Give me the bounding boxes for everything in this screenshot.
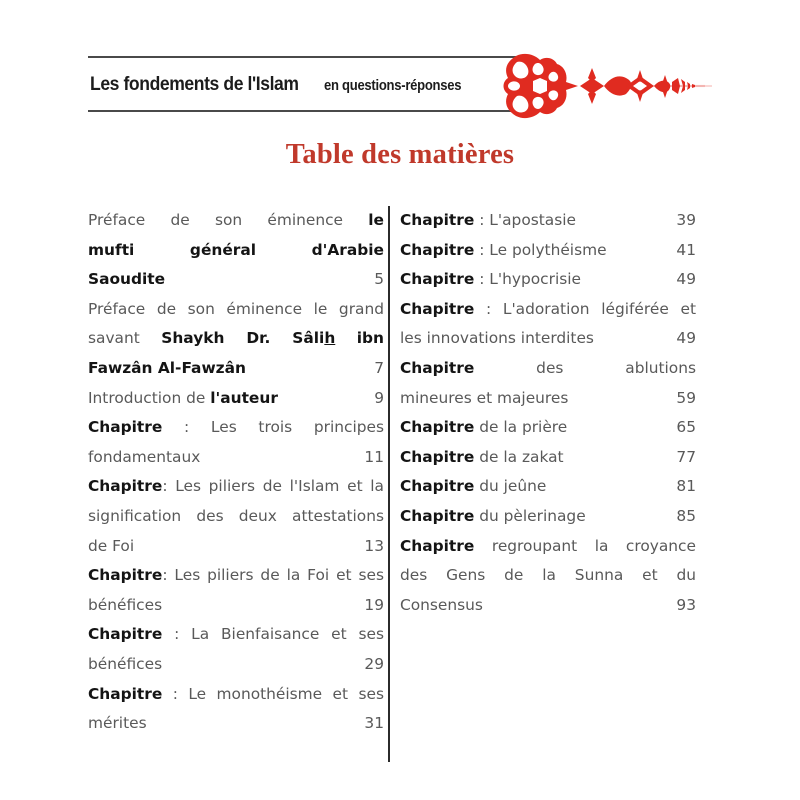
toc-entry-text: des ablutions [536, 358, 696, 377]
column-divider [388, 206, 390, 762]
toc-page-number: 77 [676, 447, 696, 466]
toc-entry-text: : L'hypocrisie [479, 270, 581, 289]
toc-column-left [88, 206, 384, 739]
toc-page-number: 9 [374, 388, 384, 407]
toc-entry-bold: Chapitre [400, 240, 475, 259]
toc-entry-text: regroupant la croyance [491, 536, 696, 555]
toc-entry-introduction[interactable] [88, 384, 384, 414]
toc-entry-polytheisme[interactable] [400, 236, 696, 266]
toc-entry-piliers-foi[interactable] [88, 561, 384, 620]
toc-entry-text: : La Bienfaisance et ses [174, 625, 384, 644]
toc-entry-monotheisme[interactable] [88, 680, 384, 739]
toc-entry-bold: le [368, 211, 384, 229]
header-title-sub: en questions-réponses [323, 78, 461, 94]
toc-entry-bold: ibn [356, 329, 384, 348]
toc-entry-bienfaisance[interactable] [88, 620, 384, 679]
toc-page-number: 49 [676, 329, 696, 348]
toc-page-number: 29 [364, 654, 384, 673]
toc-entry-text: : L'adoration légiférée et [486, 299, 696, 318]
toc-entry-text: du pèlerinage [479, 506, 586, 525]
toc-entry-text: de la zakat [479, 447, 564, 466]
toc-entry-bold: Chapitre [400, 299, 475, 318]
toc-entry-text: des Gens de la Sunna et du [400, 566, 696, 585]
toc-entry-preface-mufti[interactable] [88, 206, 384, 295]
toc-page-number: 81 [676, 477, 696, 496]
toc-entry-text: Préface de son éminence [88, 211, 344, 229]
toc-entry-piliers-islam[interactable] [88, 472, 384, 561]
toc-page-number: 5 [374, 270, 384, 289]
toc-entry-text: : Les piliers de l'Islam et la [162, 477, 384, 496]
toc-entry-text: mineures et majeures [400, 388, 569, 407]
page-title: Table des matières [285, 139, 515, 170]
toc-entry-priere[interactable] [400, 413, 696, 443]
running-header [88, 56, 712, 114]
toc-entry-text: Introduction de [88, 388, 206, 407]
toc-entry-underlined-letter: h [324, 329, 336, 348]
toc-page-number: 7 [374, 358, 384, 377]
header-title-main: Les fondements de l'Islam [90, 73, 299, 95]
toc-entry-bold: Chapitre [400, 477, 475, 496]
toc-entry-text: du jeûne [479, 477, 547, 496]
toc-entry-text: mérites [88, 714, 147, 733]
toc-column-right [400, 206, 696, 620]
toc-entry-zakat[interactable] [400, 443, 696, 473]
toc-entry-bold: Chapitre [88, 566, 163, 585]
toc-page-number: 19 [364, 595, 384, 614]
toc-page-number: 13 [364, 536, 384, 555]
toc-entry-bold: Chapitre [400, 211, 475, 229]
toc-page-number: 31 [364, 714, 384, 733]
toc-entry-bold: Chapitre [400, 270, 475, 289]
toc-entry-bold: Chapitre [400, 418, 475, 437]
toc-entry-text: fondamentaux [88, 447, 201, 466]
toc-entry-text: : L'apostasie [479, 211, 576, 229]
toc-entry-bold: Chapitre [88, 625, 163, 644]
toc-entry-text: les innovations interdites [400, 329, 594, 348]
toc-page-number: 49 [676, 270, 696, 289]
header-rule-bottom [88, 110, 516, 112]
toc-entry-bold: Saoudite [88, 270, 166, 289]
header-rule-top [88, 56, 516, 58]
toc-entry-preface-fawzan[interactable] [88, 295, 384, 384]
toc-entry-bold: Chapitre [400, 536, 475, 555]
toc-entry-text: Consensus [400, 595, 483, 614]
toc-entry-text: Préface de son éminence le grand [88, 299, 384, 318]
toc-entry-bold: Chapitre [88, 684, 163, 703]
toc-entry-jeune[interactable] [400, 472, 696, 502]
toc-page-number: 41 [676, 240, 696, 259]
toc-page-number: 93 [676, 595, 696, 614]
toc-entry-text: : Le monothéisme et ses [172, 684, 384, 703]
toc-entry-bold: l'auteur [210, 388, 278, 407]
toc-entry-text: bénéfices [88, 595, 163, 614]
toc-entry-text: : Le polythéisme [479, 240, 607, 259]
toc-entry-adoration[interactable] [400, 295, 696, 354]
toc-columns [0, 206, 800, 766]
toc-entry-text: bénéfices [88, 654, 163, 673]
toc-page-number: 59 [676, 388, 696, 407]
toc-entry-text: signification des deux attestations [88, 506, 384, 525]
toc-entry-bold [161, 329, 335, 347]
toc-entry-bold-text: Shaykh Dr. Sâli [161, 329, 325, 348]
toc-entry-bold: Chapitre [400, 447, 475, 466]
toc-entry-hypocrisie[interactable] [400, 265, 696, 295]
toc-page-number: 39 [676, 211, 696, 229]
toc-page-number: 65 [676, 418, 696, 437]
header-text [90, 73, 476, 96]
toc-entry-text: savant [88, 329, 140, 348]
toc-entry-text: de la prière [479, 418, 568, 437]
toc-page-number: 85 [676, 506, 696, 525]
toc-entry-bold: mufti général d'Arabie [88, 240, 384, 259]
toc-entry-ablutions[interactable] [400, 354, 696, 413]
toc-entry-croyance[interactable] [400, 532, 696, 621]
toc-entry-bold: Chapitre [88, 477, 163, 496]
toc-entry-bold: Chapitre [88, 418, 163, 437]
toc-entry-bold: Chapitre [400, 358, 475, 377]
toc-entry-text: : Les piliers de la Foi et ses [162, 566, 384, 585]
toc-entry-apostasie[interactable] [400, 206, 696, 236]
toc-page-number: 11 [364, 447, 384, 466]
toc-entry-bold: Fawzân Al-Fawzân [88, 358, 246, 377]
toc-entry-trois-principes[interactable] [88, 413, 384, 472]
toc-entry-text: de Foi [88, 536, 135, 555]
toc-entry-text: : Les trois principes [184, 418, 384, 437]
toc-entry-bold: Chapitre [400, 506, 475, 525]
toc-entry-pelerinage[interactable] [400, 502, 696, 532]
